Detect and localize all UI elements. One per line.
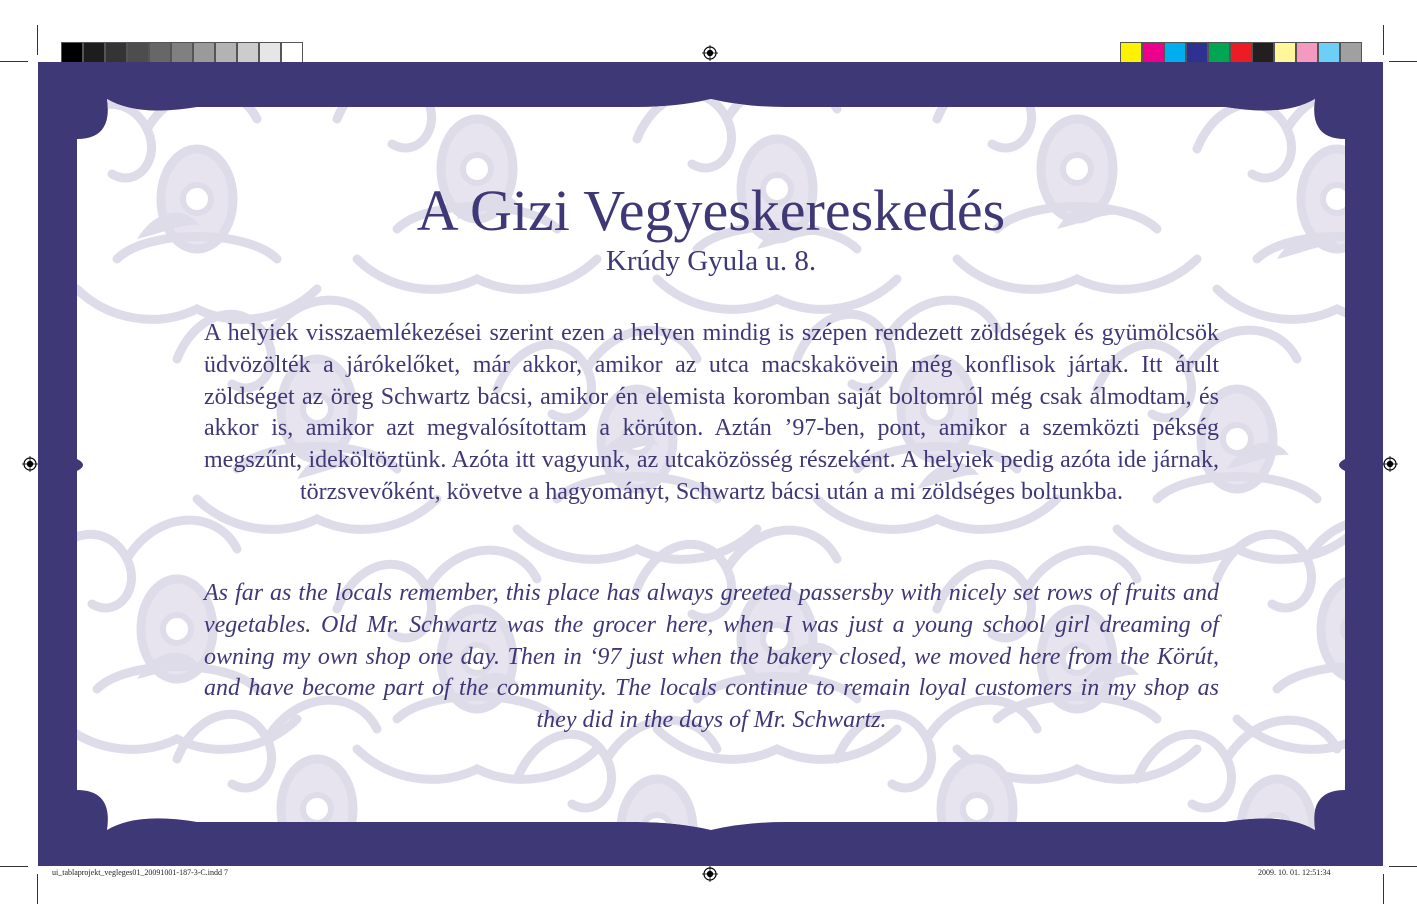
crop-mark (37, 874, 38, 904)
process-color-bar (1120, 42, 1362, 63)
gray-swatch (61, 42, 83, 63)
gray-swatch (193, 42, 215, 63)
color-swatch (1186, 42, 1208, 63)
color-swatch (1230, 42, 1252, 63)
hungarian-story-paragraph: A helyiek visszaemlékezései szerint ezen a helyen mindig is szépen rendezett zöldségek és gyümölcsök üdvözölték a járókelőket, már akkor, amikor az utca macskakövein még konflisok jártak. Itt árult zöldséget az öreg Schwartz bácsi, amikor én elemista koromban saját boltomról még csak álmodtam, és akkor is, amikor azt megvalósítottam a körúton. Aztán ’97-ben, pont, amikor a szemközti pékség megszűnt, ideköltöztünk. Azóta itt vagyunk, az utcaközösség részeként. A helyiek pedig azóta ide járnak, törzsvevőként, követve a hagyományt, Schwartz bácsi után a mi zöldséges boltunkba. (204, 320, 1219, 505)
crop-mark (1389, 866, 1417, 867)
gray-swatch (259, 42, 281, 63)
gray-swatch (215, 42, 237, 63)
color-swatch (1340, 42, 1362, 63)
color-swatch (1318, 42, 1340, 63)
crop-mark (1389, 61, 1417, 62)
color-swatch (1164, 42, 1186, 63)
gray-swatch (127, 42, 149, 63)
color-swatch (1296, 42, 1318, 63)
sign-panel (77, 99, 1345, 830)
crop-mark (1383, 25, 1384, 55)
color-swatch (1274, 42, 1296, 63)
crop-mark (1383, 874, 1384, 904)
gray-swatch (83, 42, 105, 63)
color-swatch (1252, 42, 1274, 63)
color-swatch (1208, 42, 1230, 63)
crop-mark (0, 61, 28, 62)
registration-mark-icon (1382, 456, 1398, 472)
slug-filename: ui_tablaprojekt_vegleges01_20091001-187-3-C.indd 7 (52, 868, 228, 877)
crop-mark (37, 25, 38, 55)
registration-mark-icon (22, 456, 38, 472)
english-story-paragraph: As far as the locals remember, this place has always greeted passersby with nicely set rows of fruits and vegetables. Old Mr. Schwartz was the grocer here, when I was just a young school girl dreaming of owning my own shop one day. Then in ‘97 just when the bakery closed, we moved here from the Körút, and have become part of the community. The locals continue to remain loyal customers in my shop as they did in the days of Mr. Schwartz. (204, 580, 1219, 734)
gray-swatch (105, 42, 127, 63)
gray-swatch (149, 42, 171, 63)
gray-swatch (281, 42, 303, 63)
color-swatch (1142, 42, 1164, 63)
color-swatch (1120, 42, 1142, 63)
registration-mark-icon (702, 45, 718, 61)
grayscale-color-bar (61, 42, 303, 63)
crop-mark (0, 866, 28, 867)
shop-title: A Gizi Vegyeskereskedés (416, 178, 1006, 243)
slug-timestamp: 2009. 10. 01. 12:51:34 (1258, 868, 1331, 877)
gray-swatch (237, 42, 259, 63)
gray-swatch (171, 42, 193, 63)
registration-mark-icon (702, 866, 718, 882)
shop-address: Krúdy Gyula u. 8. (605, 245, 817, 277)
